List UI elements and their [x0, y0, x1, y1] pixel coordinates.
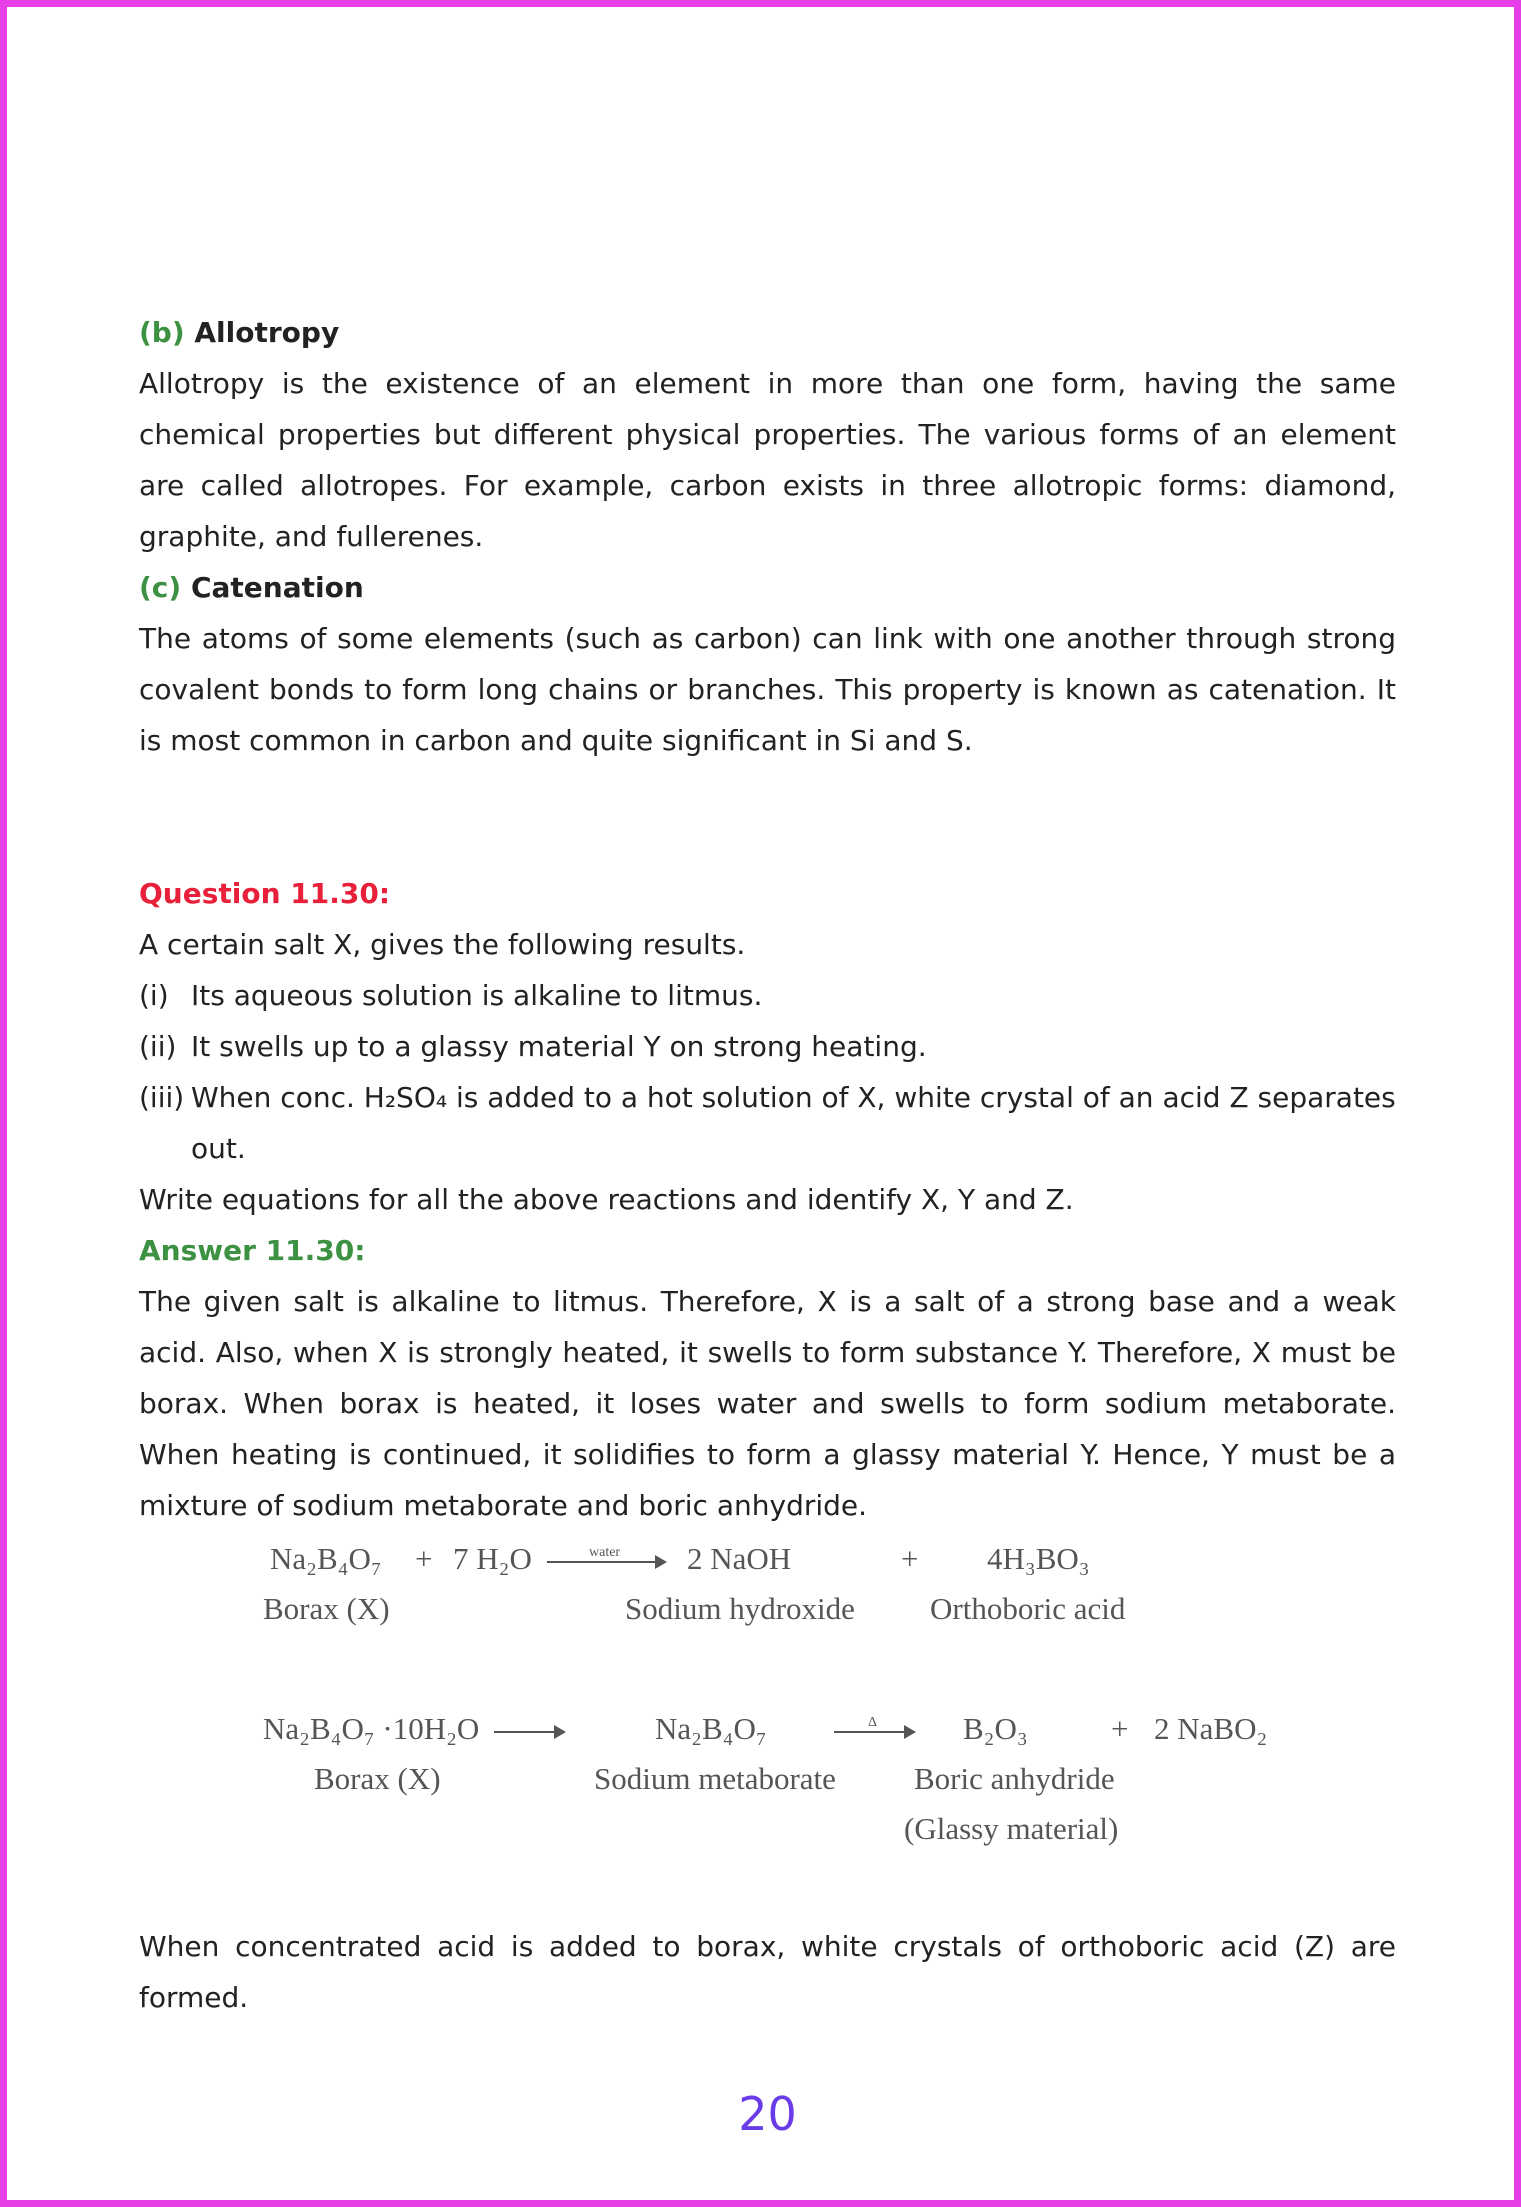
eq2-plus: +: [1111, 1711, 1129, 1746]
eq1-reaction-arrow: [547, 1561, 665, 1563]
question-item-text: When conc. H₂SO₄ is added to a hot solution of X, white crystal of an acid Z separates: [191, 1081, 1396, 1114]
question-intro: A certain salt X, gives the following results.: [139, 928, 746, 961]
catenation-label: (c): [139, 571, 182, 604]
page-content: [139, 307, 1396, 2023]
eq1-boric-acid-name: Orthoboric acid: [930, 1591, 1126, 1626]
eq2-intermediate: Na₂B₄O₇: [655, 1711, 767, 1746]
eq2-product-nabo2: 2 NaBO₂: [1154, 1711, 1268, 1746]
eq1-naoh-name: Sodium hydroxide: [625, 1591, 855, 1626]
eq1-reactant-water: 7 H₂O: [453, 1541, 532, 1576]
catenation-title: Catenation: [190, 571, 364, 604]
eq2-b2o3-note: (Glassy material): [904, 1811, 1119, 1846]
answer-text: The given salt is alkaline to litmus. Therefore, X is a salt of a strong base and a weak acid. Also, when X is strongly heated, it swells to form substance Y. Therefore, X must be borax. When borax is heated, it loses water and swells to form sodium metaborate. When heating is continued, it solidifies to form a glassy material Y. Hence, Y must be a mixture of sodium metaborate and boric anhydride.: [139, 1285, 1396, 1522]
equation-borax-heating: [139, 1707, 1396, 1921]
question-item-label: (iii): [139, 1081, 185, 1114]
eq2-b2o3-name: Boric anhydride: [914, 1761, 1115, 1796]
question-item-continuation: out.: [191, 1132, 246, 1165]
allotropy-text: Allotropy is the existence of an element in more than one form, having the same chemical properties but different physical properties. The various forms of an element are called allotropes. For example, carbon exists in three allotropic forms: diamond, graphite, and fullerenes.: [139, 367, 1396, 553]
allotropy-label: (b): [139, 316, 185, 349]
catenation-heading: [139, 562, 1396, 613]
question-item-text: Its aqueous solution is alkaline to litmus.: [191, 979, 763, 1012]
eq1-arrow-label: water: [589, 1545, 621, 1560]
eq2-second-arrow: [834, 1731, 914, 1733]
answer-final: When concentrated acid is added to borax, white crystals of orthoboric acid (Z) are formed.: [139, 1930, 1396, 2014]
eq2-borax-name: Borax (X): [314, 1761, 441, 1796]
eq1-plus: +: [415, 1541, 433, 1576]
question-item-label: (i): [139, 979, 169, 1012]
eq1-plus: +: [901, 1541, 919, 1576]
eq2-intermediate-name: Sodium metaborate: [594, 1761, 836, 1796]
eq1-product-naoh: 2 NaOH: [687, 1541, 792, 1576]
page-number: 20: [738, 2087, 797, 2141]
eq1-reactant-borax: Na₂B₄O₇: [270, 1541, 382, 1576]
section-spacer: [139, 766, 1396, 868]
answer-title: Answer 11.30:: [139, 1234, 366, 1267]
eq1-borax-name: Borax (X): [263, 1591, 390, 1626]
question-title: Question 11.30:: [139, 877, 391, 910]
eq2-reactant-borax: Na₂B₄O₇ ·10H₂O: [263, 1711, 480, 1746]
eq2-product-b2o3: B₂O₃: [963, 1711, 1028, 1746]
question-item: [139, 970, 1396, 1021]
question-item: [139, 1072, 1396, 1123]
eq2-first-arrow: [494, 1731, 564, 1733]
allotropy-heading: [139, 307, 1396, 358]
eq1-product-boric-acid: 4H₃BO₃: [987, 1541, 1090, 1576]
question-item-text: It swells up to a glassy material Y on strong heating.: [191, 1030, 927, 1063]
question-item-label: (ii): [139, 1030, 177, 1063]
question-item: [139, 1021, 1396, 1072]
equation-borax-hydrolysis: [139, 1531, 1396, 1707]
allotropy-title: Allotropy: [194, 316, 340, 349]
eq2-arrow-label: Δ: [868, 1715, 878, 1730]
catenation-text: The atoms of some elements (such as carbon) can link with one another through strong covalent bonds to form long chains or branches. This property is known as catenation. It is most common in carbon and quite significant in Si and S.: [139, 622, 1396, 757]
question-closing: Write equations for all the above reactions and identify X, Y and Z.: [139, 1183, 1074, 1216]
